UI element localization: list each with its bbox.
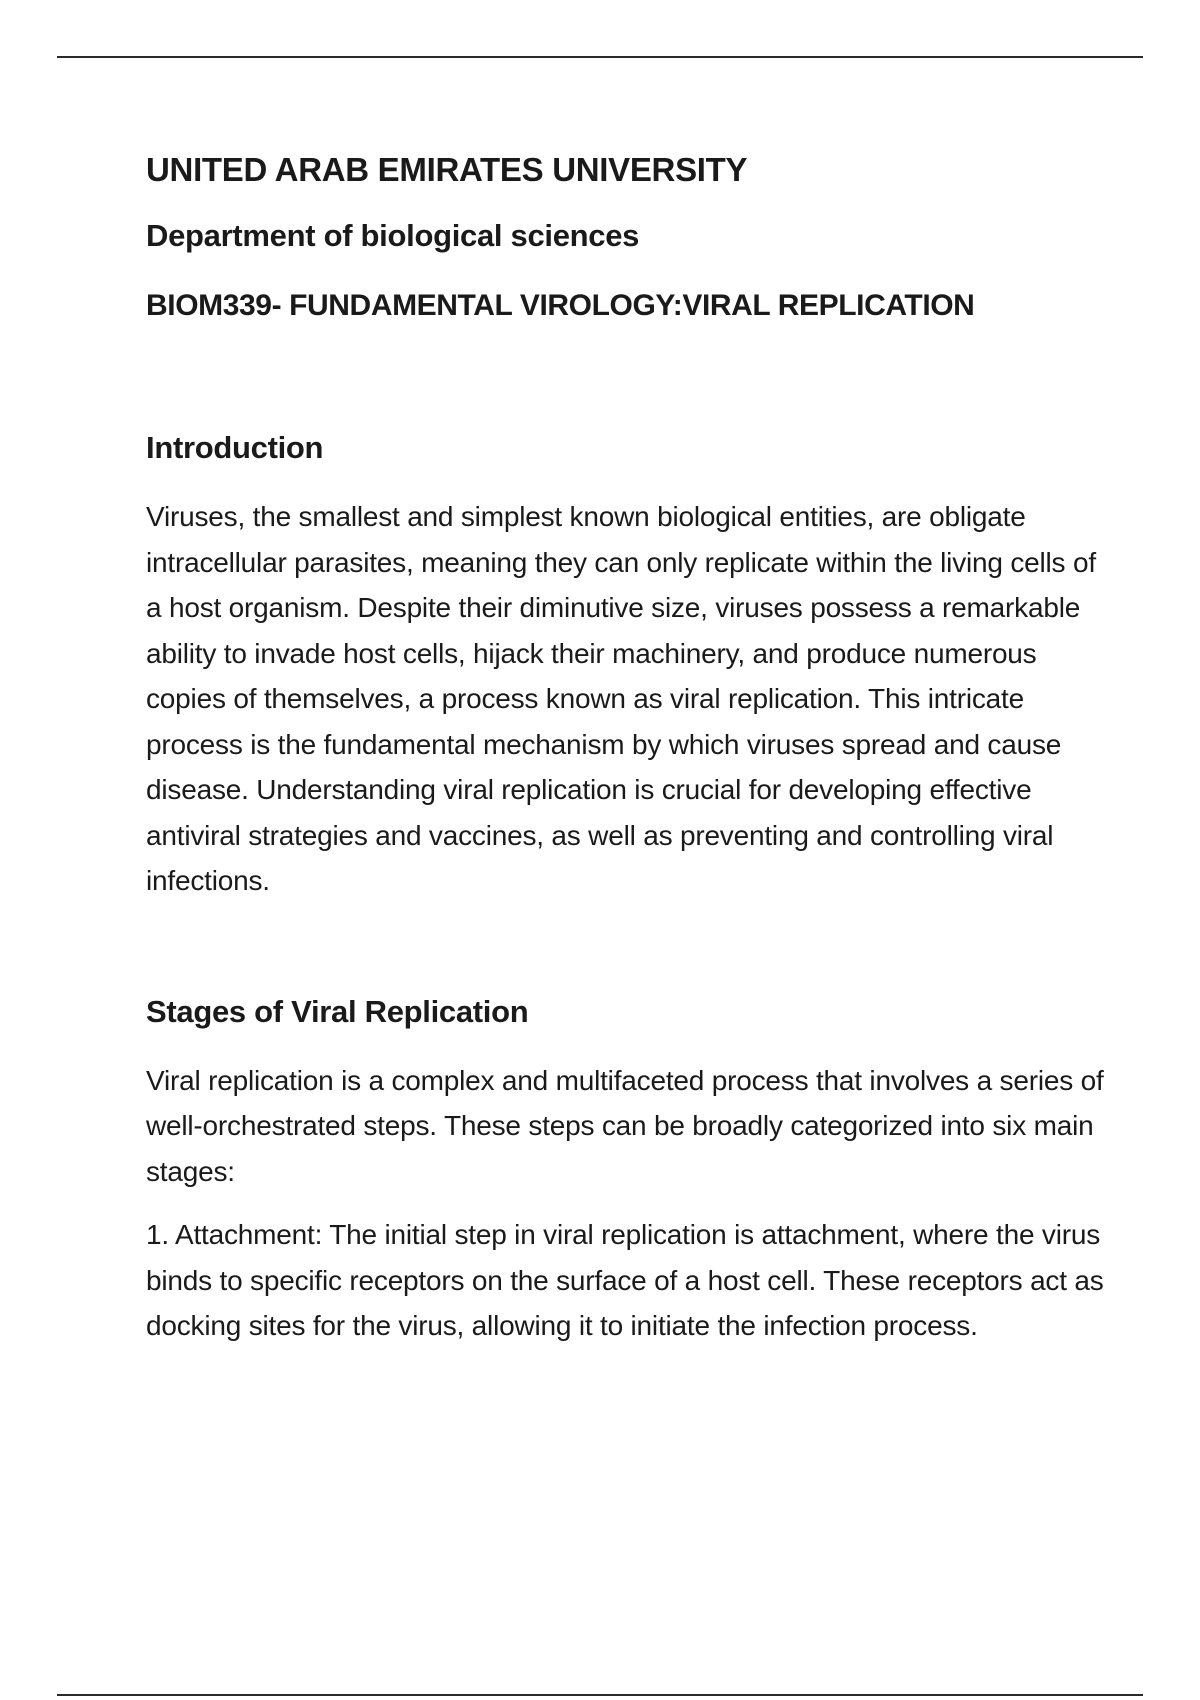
- document-body: [146, 148, 1106, 1349]
- stages-heading: Stages of Viral Replication: [146, 993, 529, 1029]
- bottom-divider: [57, 1694, 1143, 1696]
- course-title: BIOM339- FUNDAMENTAL VIROLOGY:VIRAL REPLICATION: [146, 289, 975, 322]
- stage-1-paragraph: 1. Attachment: The initial step in viral replication is attachment, where the virus binds to specific receptors on the surface of a host cell. These receptors act as docking sites for the virus, allowing it to initiate the infection process.: [146, 1219, 1104, 1341]
- introduction-paragraph: Viruses, the smallest and simplest known biological entities, are obligate intracellular parasites, meaning they can only replicate within the living cells of a host organism. Despite their diminutive size, viruses possess a remarkable ability to invade host cells, hijack their machinery, and produce numerous copies of themselves, a process known as viral replication. This intricate process is the fundamental mechanism by which viruses spread and cause disease. Understanding viral replication is crucial for developing effective antiviral strategies and vaccines, as well as preventing and controlling viral infections.: [146, 501, 1096, 896]
- top-divider: [57, 56, 1143, 58]
- department-subtitle: Department of biological sciences: [146, 218, 640, 253]
- stages-paragraph: Viral replication is a complex and multifaceted process that involves a series of well-orchestrated steps. These steps can be broadly categorized into six main stages:: [146, 1064, 1104, 1187]
- introduction-heading: Introduction: [146, 430, 324, 465]
- university-title: UNITED ARAB EMIRATES UNIVERSITY: [146, 151, 748, 188]
